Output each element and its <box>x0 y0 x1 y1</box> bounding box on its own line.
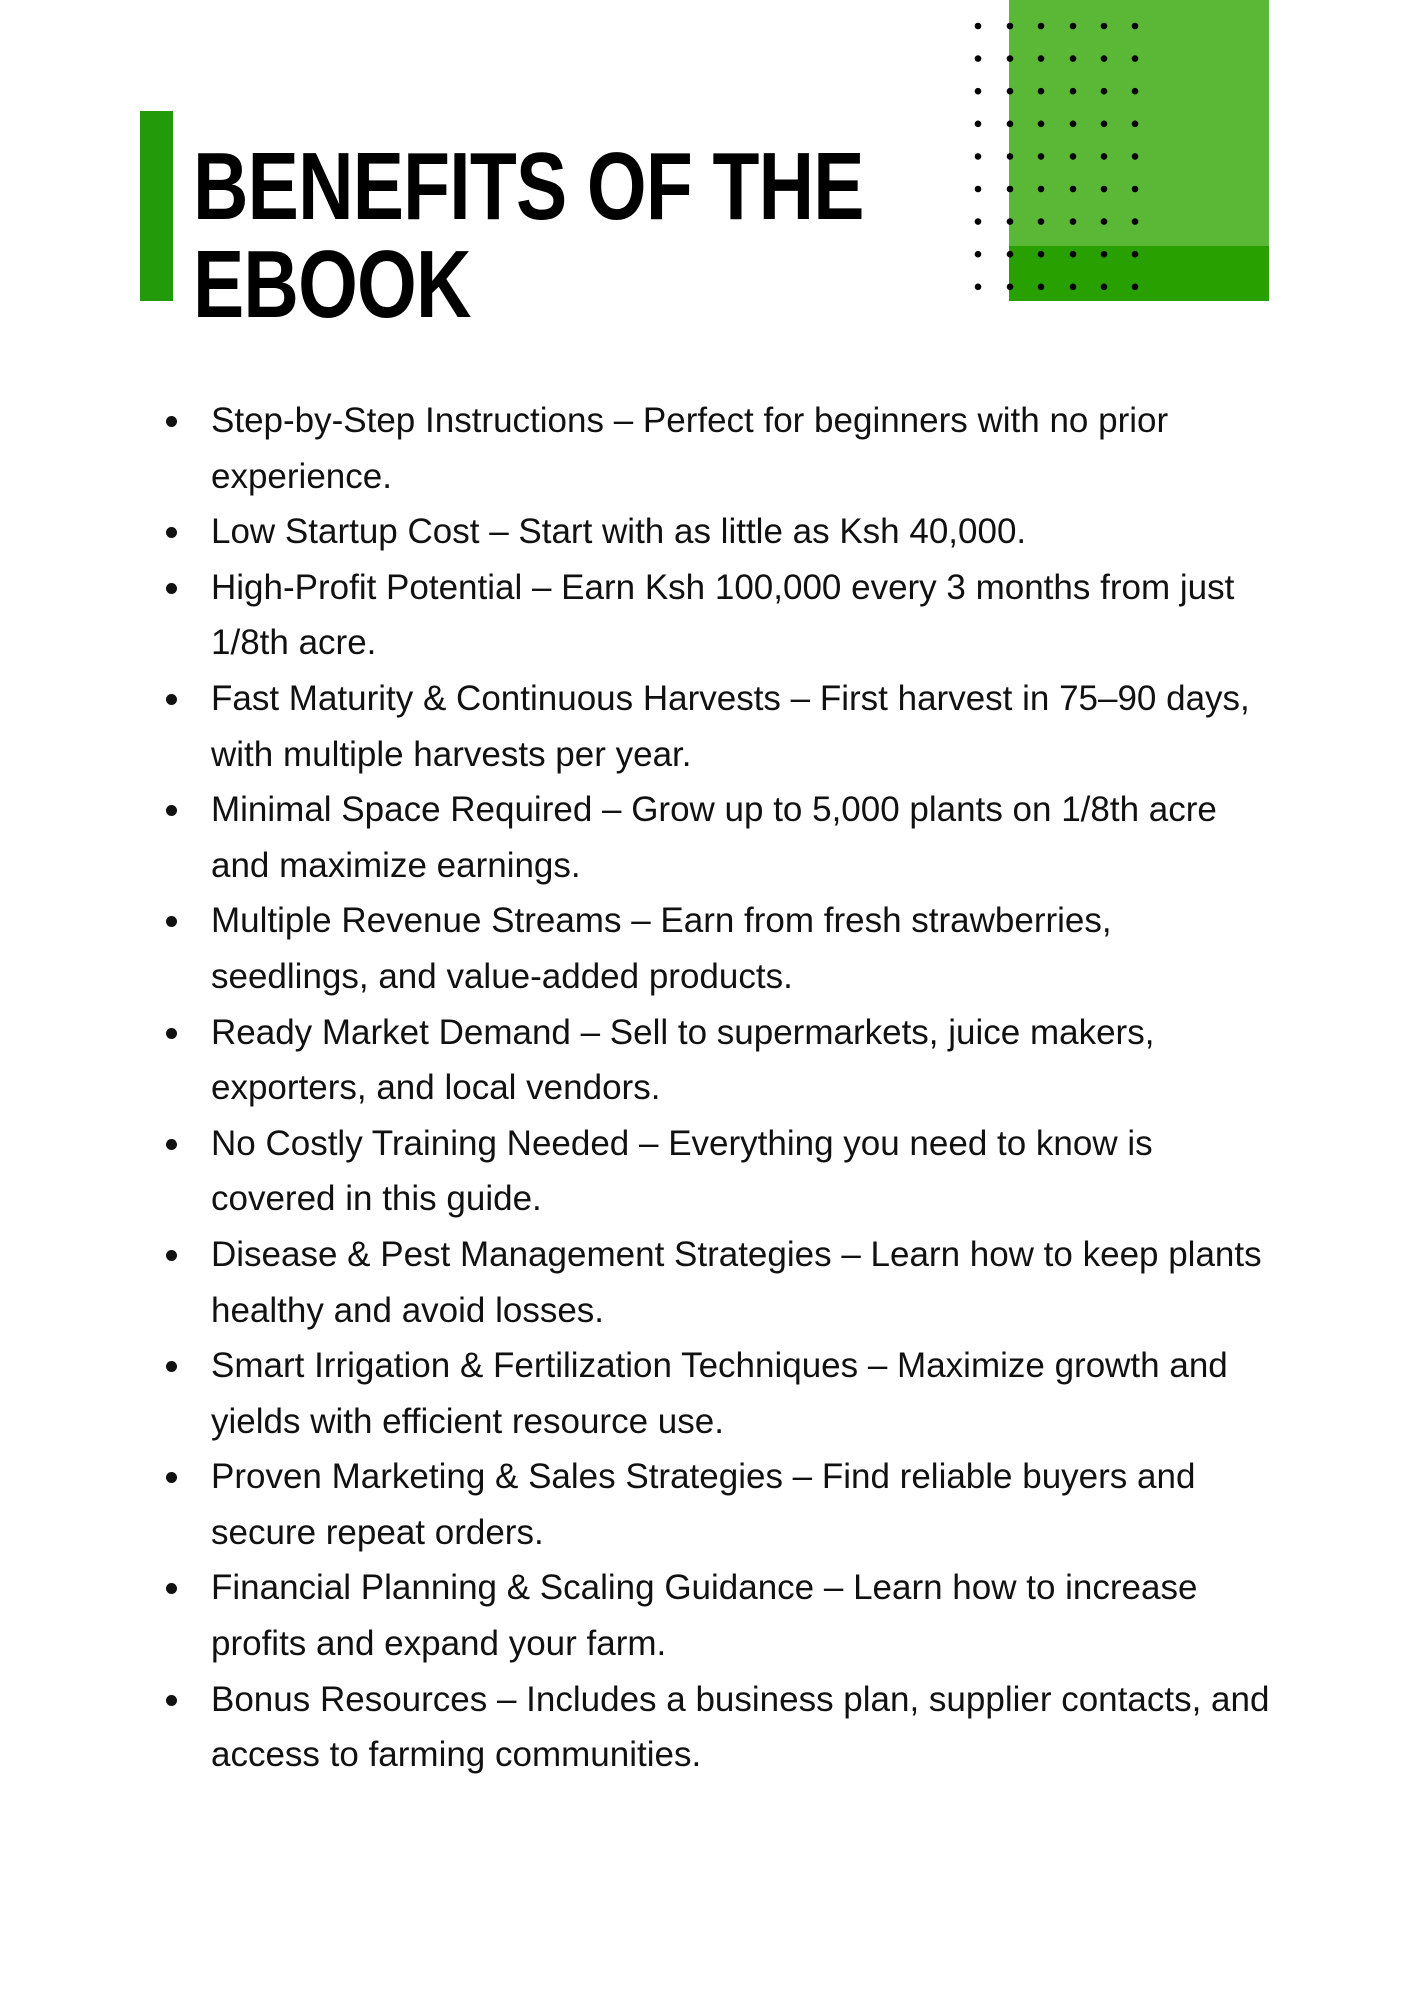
benefit-item <box>211 1672 1271 1783</box>
page-title-line-1: BENEFITS OF THE <box>193 133 864 240</box>
benefit-text: No Costly Training Needed – Everything you need to know is covered in this guide. <box>211 1123 1153 1219</box>
decorative-dot <box>1101 218 1108 225</box>
benefit-text: Financial Planning & Scaling Guidance – Learn how to increase profits and expand your farm. <box>211 1568 1198 1664</box>
decorative-dot <box>1070 186 1077 193</box>
bullet-icon <box>166 583 177 594</box>
decorative-dot <box>1132 23 1139 30</box>
bullet-icon <box>166 1028 177 1039</box>
decorative-dot <box>1007 121 1014 128</box>
decorative-dot <box>1007 186 1014 193</box>
decorative-dot <box>1132 121 1139 128</box>
bullet-icon <box>166 1583 177 1594</box>
decorative-dot <box>1132 251 1139 258</box>
decorative-dot <box>1070 251 1077 258</box>
decorative-dot <box>1101 23 1108 30</box>
decorative-dot <box>1101 153 1108 160</box>
bullet-icon <box>166 1472 177 1483</box>
page-title-line-2: EBOOK <box>193 231 471 338</box>
benefit-text: Fast Maturity & Continuous Harvests – First harvest in 75–90 days, with multiple harvests per year. <box>211 678 1250 774</box>
benefit-text: Proven Marketing & Sales Strategies – Find reliable buyers and secure repeat orders. <box>211 1457 1196 1552</box>
decorative-dot <box>1070 55 1077 62</box>
benefit-item <box>211 1116 1271 1227</box>
benefit-item <box>211 560 1271 671</box>
benefit-item <box>211 504 1271 560</box>
decorative-dot <box>1038 23 1045 30</box>
benefit-item <box>211 893 1271 1004</box>
bullet-icon <box>166 694 177 705</box>
benefit-item <box>211 1449 1271 1560</box>
benefits-list <box>211 393 1271 1783</box>
benefit-text: Disease & Pest Management Strategies – Learn how to keep plants healthy and avoid losses. <box>211 1234 1262 1330</box>
decorative-dot <box>1007 88 1014 95</box>
benefit-text: High-Profit Potential – Earn Ksh 100,000 every 3 months from just 1/8th acre. <box>211 567 1235 663</box>
benefit-text: Smart Irrigation & Fertilization Techniques – Maximize growth and yields with efficient resource use. <box>211 1346 1228 1441</box>
bullet-icon <box>166 1139 177 1150</box>
bullet-icon <box>166 527 177 538</box>
benefit-text: Minimal Space Required – Grow up to 5,000 plants on 1/8th acre and maximize earnings. <box>211 790 1217 885</box>
decorative-dot <box>1038 88 1045 95</box>
decorative-dot <box>1070 153 1077 160</box>
bullet-icon <box>166 416 177 427</box>
benefit-item <box>211 393 1271 504</box>
decorative-dot <box>1007 218 1014 225</box>
decorative-dot <box>1007 251 1014 258</box>
decorative-dot <box>1132 284 1139 291</box>
decorative-dot <box>1070 218 1077 225</box>
decorative-dot <box>975 186 982 193</box>
page-title <box>193 133 864 338</box>
decorative-dot <box>975 55 982 62</box>
decorative-dot <box>975 284 982 291</box>
decorative-dot <box>1038 284 1045 291</box>
decorative-dot <box>1101 251 1108 258</box>
benefit-text: Multiple Revenue Streams – Earn from fresh strawberries, seedlings, and value-added products. <box>211 901 1112 996</box>
decorative-dot <box>1070 88 1077 95</box>
decorative-dot <box>1101 55 1108 62</box>
bullet-icon <box>166 916 177 927</box>
benefit-item <box>211 671 1271 782</box>
bullet-icon <box>166 1361 177 1372</box>
decorative-dot <box>1101 88 1108 95</box>
decorative-dot <box>1038 251 1045 258</box>
bullet-icon <box>166 1695 177 1706</box>
benefit-item <box>211 1560 1271 1671</box>
decorative-dot <box>1132 153 1139 160</box>
decorative-dot <box>1070 23 1077 30</box>
decorative-dot <box>1101 186 1108 193</box>
benefit-item <box>211 1338 1271 1449</box>
benefit-text: Ready Market Demand – Sell to supermarkets, juice makers, exporters, and local vendors. <box>211 1012 1155 1108</box>
benefit-item <box>211 782 1271 893</box>
decorative-dot <box>1038 153 1045 160</box>
decorative-dot <box>1038 55 1045 62</box>
benefit-text: Step-by-Step Instructions – Perfect for beginners with no prior experience. <box>211 401 1169 496</box>
decorative-dot <box>1007 55 1014 62</box>
decorative-dot <box>1038 121 1045 128</box>
decorative-dot <box>1132 55 1139 62</box>
decorative-dot <box>975 153 982 160</box>
decorative-dot <box>1132 218 1139 225</box>
decorative-dot <box>1132 186 1139 193</box>
heading-accent-bar <box>140 111 173 301</box>
benefit-item <box>211 1005 1271 1116</box>
decorative-dot <box>1070 121 1077 128</box>
decorative-dot <box>975 23 982 30</box>
decorative-dot <box>1007 153 1014 160</box>
decorative-dot <box>975 251 982 258</box>
benefit-item <box>211 1227 1271 1338</box>
bullet-icon <box>166 1250 177 1261</box>
benefit-text: Bonus Resources – Includes a business plan, supplier contacts, and access to farming communities. <box>211 1679 1270 1775</box>
decorative-dot <box>975 121 982 128</box>
decorative-dot <box>975 88 982 95</box>
benefit-text: Low Startup Cost – Start with as little as Ksh 40,000. <box>211 512 1027 552</box>
decorative-dot <box>1101 284 1108 291</box>
decorative-dot <box>1007 23 1014 30</box>
decorative-dot <box>1101 121 1108 128</box>
decorative-dot <box>1038 186 1045 193</box>
decorative-dot <box>1007 284 1014 291</box>
decorative-dot <box>1038 218 1045 225</box>
bullet-icon <box>166 805 177 816</box>
decorative-dot <box>1132 88 1139 95</box>
decorative-dot <box>1070 284 1077 291</box>
decorative-dot <box>975 218 982 225</box>
